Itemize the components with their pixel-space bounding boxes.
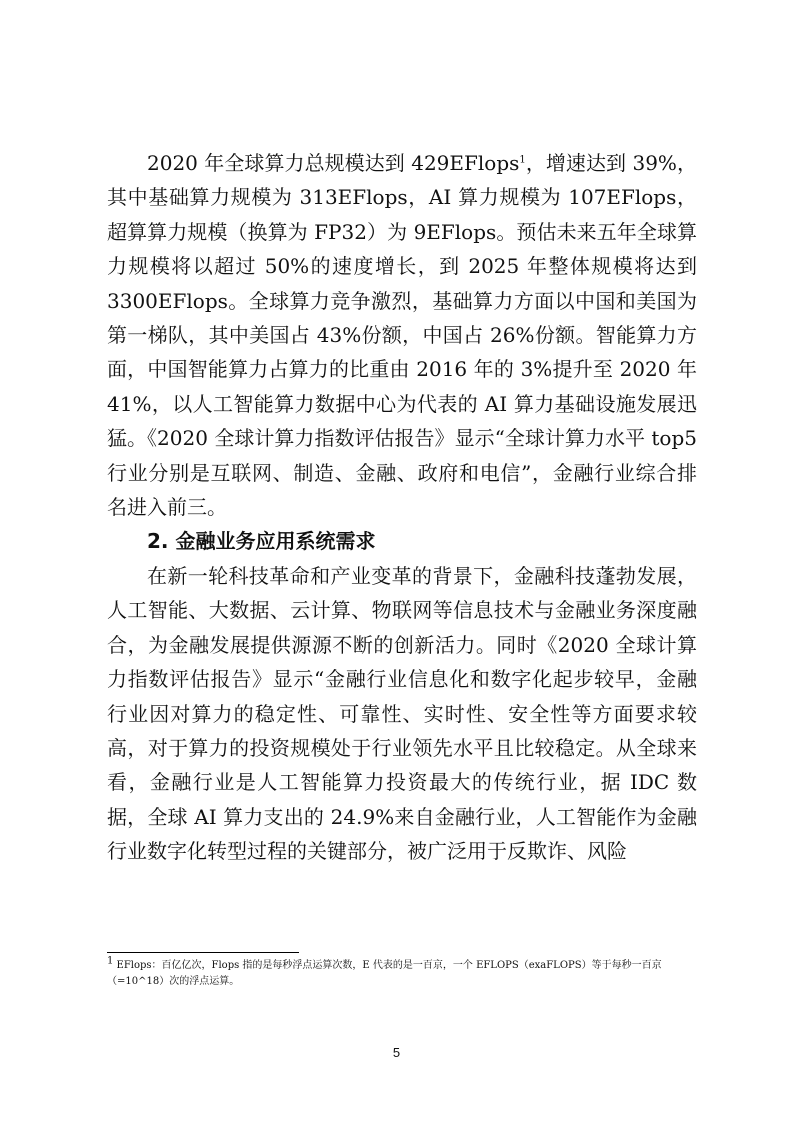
- footnote-text: EFlops：百亿亿次，Flops 指的是每秒浮点运算次数，E 代表的是一百京，一个 EFLOPS（exaFLOPS）等于每秒一百京（=10^18）次的浮点运算。: [107, 960, 662, 987]
- body-text: [107, 146, 697, 869]
- paragraph-2: 在新一轮科技革命和产业变革的背景下，金融科技蓬勃发展，人工智能、大数据、云计算、物联网等信息技术与金融业务深度融合，为金融发展提供源源不断的创新活力。同时《2020 全球计算力指数评估报告》显示“金融行业信息化和数字化起步较早，金融行业因对算力的稳定性、可靠性、实时性、安全性等方面要求较高，对于算力的投资规模处于行业领先水平且比较稳定。从全球来看，金融行业是人工智能算力投资最大的传统行业，据 IDC 数据，全球 AI 算力支出的 24.9%来自金融行业，人工智能作为金融行业数字化转型过程的关键部分，被广泛用于反欺诈、风险: [107, 563, 697, 864]
- page-number: 5: [392, 1045, 401, 1060]
- footnote-ref[interactable]: 1: [519, 154, 526, 166]
- footnote: [107, 955, 697, 990]
- section-heading: 2. 金融业务应用系统需求: [147, 529, 376, 554]
- paragraph-1-start: 2020 年全球算力总规模达到 429EFlops: [147, 151, 520, 175]
- paragraph-1-rest: ，增速达到 39%，其中基础算力规模为 313EFlops，AI 算力规模为 107EFlops，超算算力规模（换算为 FP32）为 9EFlops。预估未来五年全球算力规模将以超过 50%的速度增长，到 2025 年整体规模将达到 3300EFlops。全球算力竞争激烈，基础算力方面以中国和美国为第一梯队，其中美国占 43%份额，中国占 26%份额。智能算力方面，中国智能算力占算力的比重由 2016 年的 3%提升至 2020 年 41%，以人工智能算力数据中心为代表的 AI 算力基础设施发展迅猛。《2020 全球计算力指数评估报告》显示“全球计算力水平 top5 行业分别是互联网、制造、金融、政府和电信”，金融行业综合排名进入前三。: [107, 151, 697, 520]
- paragraph-1: [107, 146, 697, 524]
- footnote-divider: [107, 952, 299, 953]
- footnote-marker: 1: [107, 955, 114, 967]
